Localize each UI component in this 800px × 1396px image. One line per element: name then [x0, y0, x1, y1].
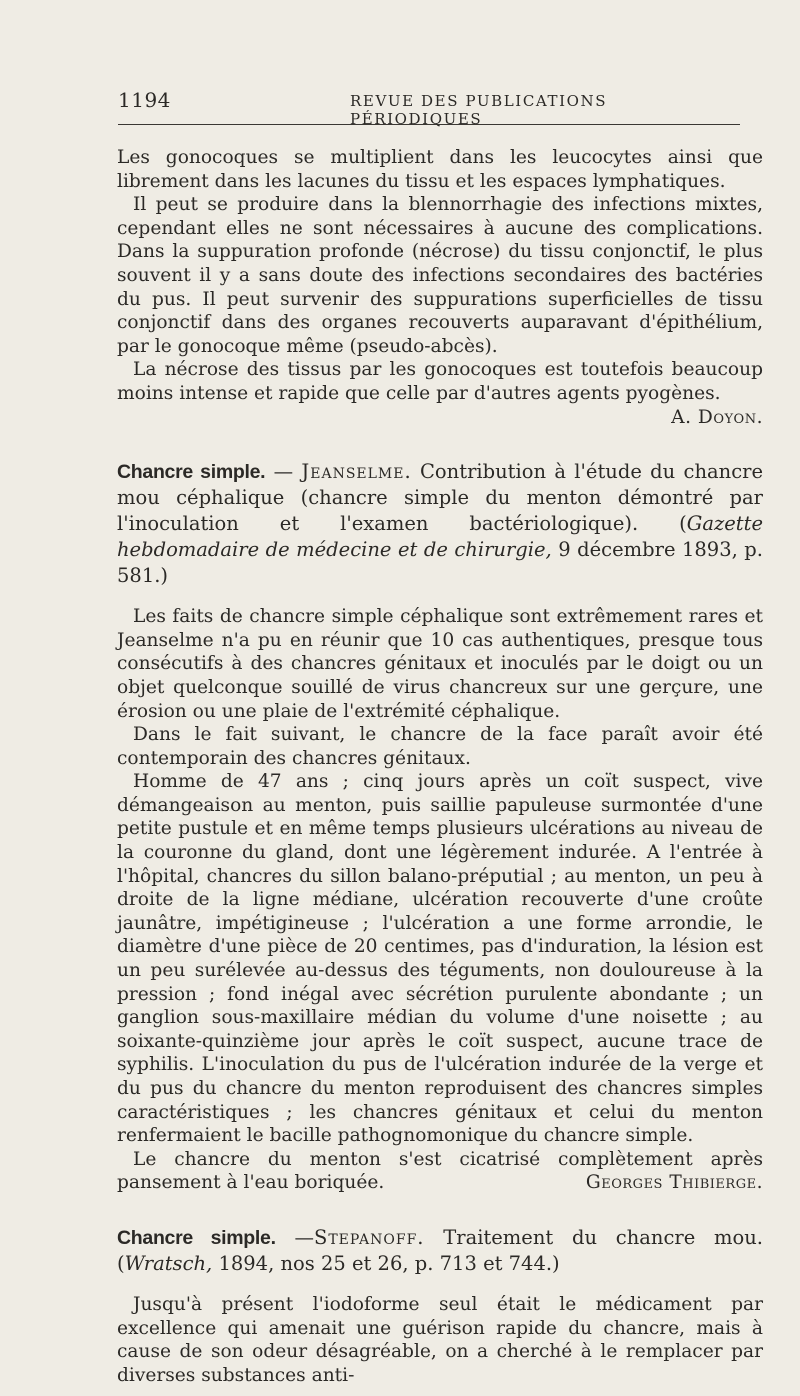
- entry-heading-jeanselme: [117, 459, 763, 589]
- intro-paragraph-3: La nécrose des tissus par les gonocoques est toutefois beaucoup moins intense et rapide que celle par d'autres agents pyogènes.: [117, 359, 763, 404]
- intro-paragraph-2: Il peut se produire dans la blennorrhagie des infections mixtes, cependant elles ne sont nécessaires à aucune des complications. Dans la suppuration profonde (nécrose) du tissu conjonctif, le plus souvent il y a sans doute des infections secondaires des bactéries du pus. Il peut survenir des suppurations superficielles de tissu conjonctif dans des organes recouverts auparavant d'épithélium, par le gonocoque même (pseudo-abcès).: [117, 194, 763, 357]
- entry-citation: 9 décembre 1893, p. 581.): [117, 538, 763, 588]
- entry-journal: Wratsch,: [124, 1251, 213, 1275]
- running-header: [118, 88, 740, 128]
- entry-rubric: Chancre simple.: [117, 1226, 276, 1249]
- signature-thibierge: Georges Thibierge.: [585, 1172, 763, 1194]
- page-number: 1194: [118, 88, 171, 112]
- entry1-paragraph-1: Les faits de chancre simple céphalique sont extrêmement rares et Jeanselme n'a pu en réunir que 10 cas authentiques, presque tous consécutifs à des chancres génitaux et inoculés par le doigt ou un objet quelconque souillé de virus chancreux sur une gerçure, une érosion ou une plaie de l'extrémité céphalique.: [117, 606, 763, 722]
- entry-dash: —: [275, 1225, 314, 1249]
- entry-title: Traitement du chancre mou. (: [117, 1225, 763, 1275]
- entry1-paragraph-2: Dans le fait suivant, le chancre de la face paraît avoir été contemporain des chancres génitaux.: [117, 724, 763, 769]
- entry1-last-text: Le chancre du menton s'est cicatrisé complètement après pansement à l'eau boriquée.: [117, 1148, 763, 1194]
- entry-journal: Gazette hebdomadaire de médecine et de chirurgie,: [117, 512, 763, 562]
- entry1-paragraph-3: Homme de 47 ans ; cinq jours après un coït suspect, vive démangeaison au menton, puis saillie papuleuse surmontée d'une petite pustule et en même temps plusieurs ulcérations au niveau de la couronne du gland, dont une légèrement indurée. A l'entrée à l'hôpital, chancres du sillon balano-préputial ; au menton, un peu à droite de la ligne médiane, ulcération recouverte d'une croûte jaunâtre, impétigineuse ; l'ulcération a une forme arrondie, le diamètre d'une pièce de 20 centimes, pas d'induration, la lésion est un peu surélevée au-dessus des téguments, non douloureuse à la pression ; fond inégal avec sécrétion purulente abondante ; un ganglion sous-maxillaire médian du volume d'une noisette ; au soixante-quinzième jour après le coït suspect, aucune trace de syphilis. L'inoculation du pus de l'ulcération indurée de la verge et du pus du chancre du menton reproduisent des chancres simples caractéristiques ; les chancres génitaux et celui du menton renfermaient le bacille pathognomonique du chancre simple.: [117, 771, 763, 1147]
- entry2-paragraph-1: Jusqu'à présent l'iodoforme seul était le médicament par excellence qui amenait une guérison rapide du chancre, mais à cause de son odeur désagréable, on a cherché à le remplacer par diverses substances anti-: [117, 1293, 763, 1386]
- entry-title: Contribution à l'étude du chancre mou céphalique (chancre simple du menton démontré par l'inoculation et l'examen bactériologique). (: [117, 460, 763, 536]
- intro-paragraph-1: Les gonocoques se multiplient dans les leucocytes ainsi que librement dans les lacunes du tissu et les espaces lymphatiques.: [117, 147, 763, 192]
- entry-author: Stepanoff.: [313, 1225, 425, 1249]
- entry-rubric: Chancre simple.: [117, 461, 266, 484]
- entry-heading-stepanoff: [117, 1225, 763, 1277]
- entry-citation: 1894, nos 25 et 26, p. 713 et 744.): [212, 1251, 560, 1275]
- entry1-paragraph-4: [117, 1148, 763, 1195]
- entry-author: Jeanselme.: [301, 460, 412, 484]
- signature-doyon: A. Doyon.: [671, 406, 763, 428]
- running-title: REVUE DES PUBLICATIONS PÉRIODIQUES: [350, 92, 608, 128]
- entry-dash: —: [265, 460, 302, 484]
- article-body: [117, 146, 763, 1387]
